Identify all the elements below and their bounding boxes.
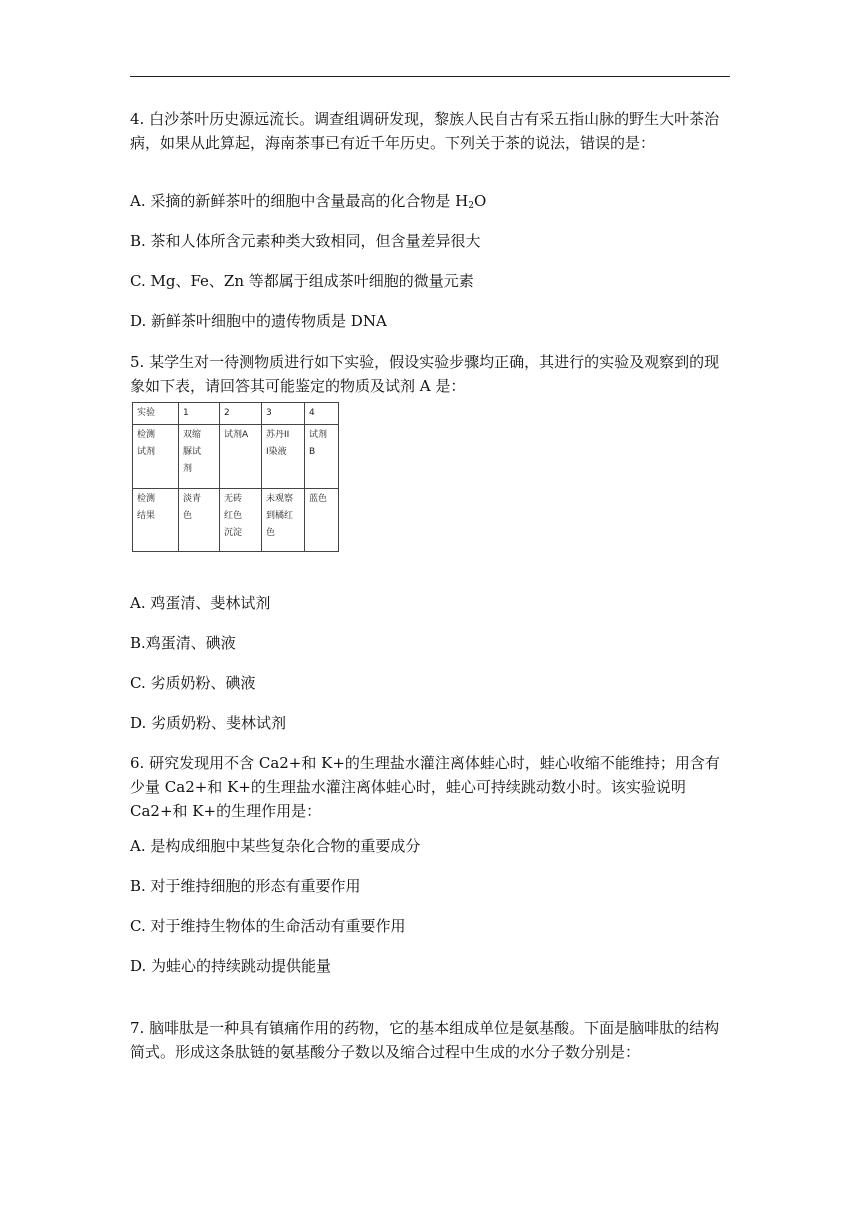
- q5-option-c: C. 劣质奶粉、碘液: [130, 674, 256, 692]
- q4-option-b: B. 茶和人体所含元素种类大致相同，但含量差异很大: [130, 232, 481, 250]
- table-cell: 苏丹II I染液: [266, 430, 290, 457]
- table-cell: 无砖 红色 沉淀: [224, 494, 243, 538]
- q6-option-c: C. 对于维持生物体的生命活动有重要作用: [130, 917, 406, 935]
- table-cell: 淡青 色: [183, 494, 202, 521]
- q5-option-b: B.鸡蛋清、碘液: [130, 634, 236, 652]
- q5-option-a: A. 鸡蛋清、斐林试剂: [130, 594, 271, 612]
- q6-option-d: D. 为蛙心的持续跳动提供能量: [130, 957, 332, 975]
- header-rule: [130, 76, 730, 77]
- table-cell: 3: [262, 403, 305, 425]
- table-cell: 未观察 到橘红 色: [266, 494, 294, 538]
- table-cell: 4: [305, 403, 339, 425]
- table-cell: 1: [179, 403, 220, 425]
- table-cell: 实验: [133, 403, 179, 425]
- experiment-table: [132, 402, 339, 552]
- table-cell: 双缩 脲试 剂: [183, 430, 202, 474]
- table-cell: 2: [220, 403, 262, 425]
- table-cell: 试剂 B: [309, 430, 328, 457]
- table-cell: 试剂A: [224, 430, 249, 440]
- q6-option-a: A. 是构成细胞中某些复杂化合物的重要成分: [130, 837, 421, 855]
- q5-option-d: D. 劣质奶粉、斐林试剂: [130, 714, 287, 732]
- q4-option-a: A. 采摘的新鲜茶叶的细胞中含量最高的化合物是 $H_2O$: [130, 192, 487, 211]
- table-cell: 检测 试剂: [137, 430, 156, 457]
- q6-option-b: B. 对于维持细胞的形态有重要作用: [130, 877, 361, 895]
- q5-stem: 5. 某学生对一待测物质进行如下实验，假设实验步骤均正确，其进行的实验及观察到的现象如下表，请回答其可能鉴定的物质及试剂 A 是：: [130, 353, 720, 395]
- table-row: [133, 425, 339, 489]
- table-cell: 蓝色: [309, 494, 328, 504]
- table-cell: 检测 结果: [137, 494, 156, 521]
- q4-stem: 4. 白沙茶叶历史源远流长。调查组调研发现，黎族人民自古有采五指山脉的野生大叶茶治病，如果从此算起，海南茶事已有近千年历史。下列关于茶的说法，错误的是：: [130, 110, 720, 152]
- q4-option-d: D. 新鲜茶叶细胞中的遗传物质是 DNA: [130, 312, 387, 330]
- q7-stem: 7. 脑啡肽是一种具有镇痛作用的药物，它的基本组成单位是氨基酸。下面是脑啡肽的结构简式。形成这条肽链的氨基酸分子数以及缩合过程中生成的水分子数分别是：: [130, 1019, 720, 1061]
- table-header-row: [133, 403, 339, 425]
- table-row: [133, 489, 339, 552]
- q6-stem: 6. 研究发现用不含 Ca2+和 K+的生理盐水灌注离体蛙心时，蛙心收缩不能维持；用含有少量 Ca2+和 K+的生理盐水灌注离体蛙心时，蛙心可持续跳动数小时。该实验说明 Ca2+和 K+的生理作用是：: [130, 754, 720, 820]
- q4-option-c: C. Mg、Fe、Zn 等都属于组成茶叶细胞的微量元素: [130, 272, 474, 290]
